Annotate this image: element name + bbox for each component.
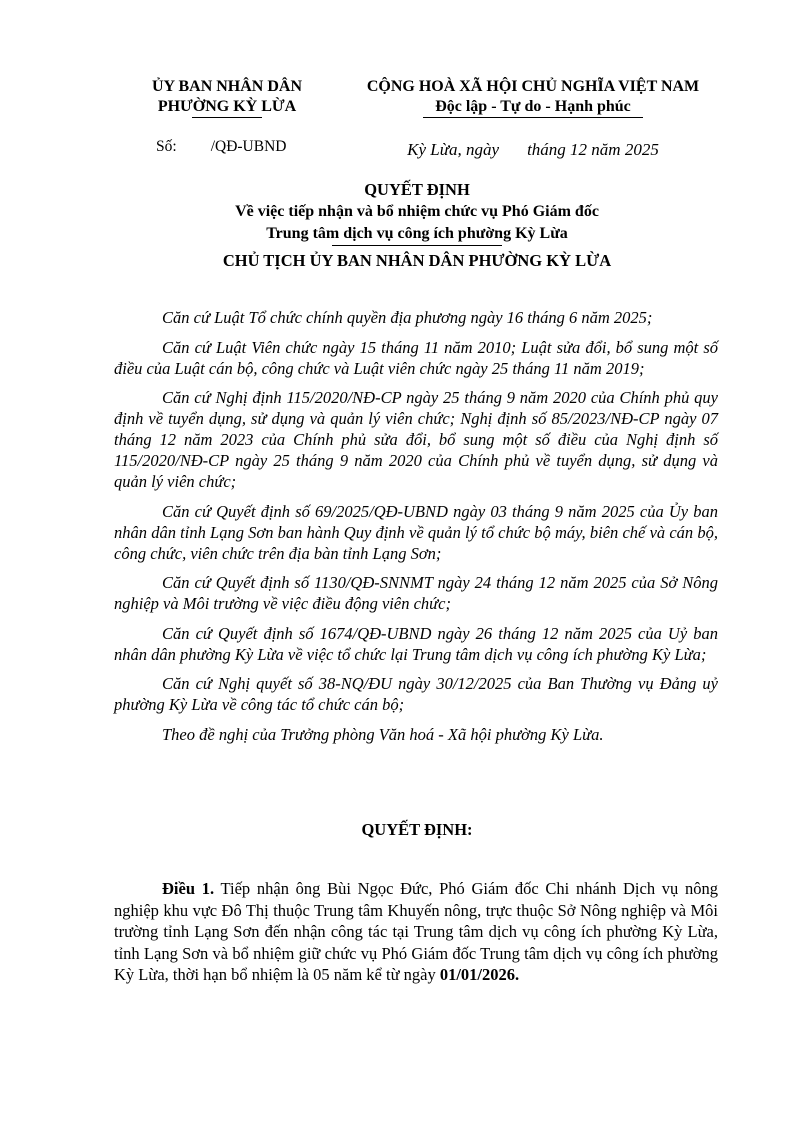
date-suffix: tháng 12 năm 2025 xyxy=(527,140,659,159)
basis-paragraph: Căn cứ Quyết định số 69/2025/QĐ-UBND ngày 03 tháng 9 năm 2025 của Ủy ban nhân dân tỉnh Lạng Sơn ban hành Quy định về quản lý tổ chức bộ máy, biên chế và cán bộ, công chức, viên chức trên địa bàn tỉnh Lạng Sơn; xyxy=(114,501,718,563)
motto-underline xyxy=(423,117,643,118)
legal-basis xyxy=(114,307,718,753)
motto-line: Độc lập - Tự do - Hạnh phúc xyxy=(435,98,631,115)
agency-underline xyxy=(192,117,262,118)
agency-line-1: ỦY BAN NHÂN DÂN xyxy=(151,78,303,95)
basis-paragraph: Căn cứ Luật Tổ chức chính quyền địa phương ngày 16 tháng 6 năm 2025; xyxy=(162,308,653,327)
article-1-date: 01/01/2026. xyxy=(439,965,520,984)
document-number xyxy=(156,138,286,156)
issuing-agency xyxy=(118,77,336,118)
article-1-text: Tiếp nhận ông Bùi Ngọc Đức, Phó Giám đốc Chi nhánh Dịch vụ nông nghiệp khu vực Đô Thị thuộc Trung tâm Khuyến nông, trực thuộc Sở Nông nghiệp và Môi trường tỉnh Lạng Sơn đến nhận công tác tại Trung tâm dịch vụ công ích phường Kỳ Lừa, tỉnh Lạng Sơn và bổ nhiệm giữ chức vụ Phó Giám đốc Trung tâm dịch vụ công ích phường Kỳ Lừa, thời hạn bổ nhiệm là 05 năm kể từ ngày xyxy=(114,879,719,984)
decision-heading: QUYẾT ĐỊNH: xyxy=(361,820,473,839)
basis-paragraph: Căn cứ Nghị quyết số 38-NQ/ĐU ngày 30/12/2025 của Ban Thường vụ Đảng uỷ phường Kỳ Lừa về công tác tổ chức cán bộ; xyxy=(114,674,718,714)
document-date xyxy=(338,140,728,160)
issuing-authority: CHỦ TỊCH ỦY BAN NHÂN DÂN PHƯỜNG KỲ LỪA xyxy=(222,251,612,270)
article-1 xyxy=(114,878,718,986)
basis-paragraph: Căn cứ Luật Viên chức ngày 15 tháng 11 năm 2010; Luật sửa đổi, bổ sung một số điều của Luật cán bộ, công chức và Luật viên chức ngày 25 tháng 11 năm 2019; xyxy=(114,337,718,378)
title-underline xyxy=(332,245,502,246)
country-name: CỘNG HOÀ XÃ HỘI CHỦ NGHĨA VIỆT NAM xyxy=(366,78,700,95)
basis-paragraph: Theo đề nghị của Trưởng phòng Văn hoá - Xã hội phường Kỳ Lừa. xyxy=(162,724,604,744)
document-number-label: Số: xyxy=(156,138,177,155)
article-1-label: Điều 1. xyxy=(162,879,215,898)
decision-title: QUYẾT ĐỊNH xyxy=(364,180,470,199)
date-prefix: Kỳ Lừa, ngày xyxy=(407,140,500,159)
agency-line-2: PHƯỜNG KỲ LỪA xyxy=(157,98,297,115)
decision-subject-line-1: Về việc tiếp nhận và bổ nhiệm chức vụ Phó Giám đốc xyxy=(235,203,599,220)
decision-title-block xyxy=(110,179,724,272)
document-number-suffix: /QĐ-UBND xyxy=(210,138,287,155)
basis-paragraph: Căn cứ Nghị định 115/2020/NĐ-CP ngày 25 tháng 9 năm 2020 của Chính phủ quy định về tuyển dụng, sử dụng và quản lý viên chức; Nghị định số 85/2023/NĐ-CP ngày 07 tháng 12 năm 2023 của Chính phủ sửa đổi, bổ sung một số điều của Nghị định số 115/2020/NĐ-CP ngày 25 tháng 9 năm 2020 của Chính phủ về tuyển dụng, sử dụng và quản lý viên chức; xyxy=(114,388,718,491)
basis-paragraph: Căn cứ Quyết định số 1674/QĐ-UBND ngày 26 tháng 12 năm 2025 của Uỷ ban nhân dân phường Kỳ Lừa về việc tổ chức lại Trung tâm dịch vụ công ích phường Kỳ Lừa; xyxy=(114,623,718,664)
basis-paragraph: Căn cứ Quyết định số 1130/QĐ-SNNMT ngày 24 tháng 12 năm 2025 của Sở Nông nghiệp và Môi trường về việc điều động viên chức; xyxy=(114,573,718,613)
national-motto xyxy=(338,77,728,118)
decision-subject-line-2: Trung tâm dịch vụ công ích phường Kỳ Lừa xyxy=(266,225,568,242)
